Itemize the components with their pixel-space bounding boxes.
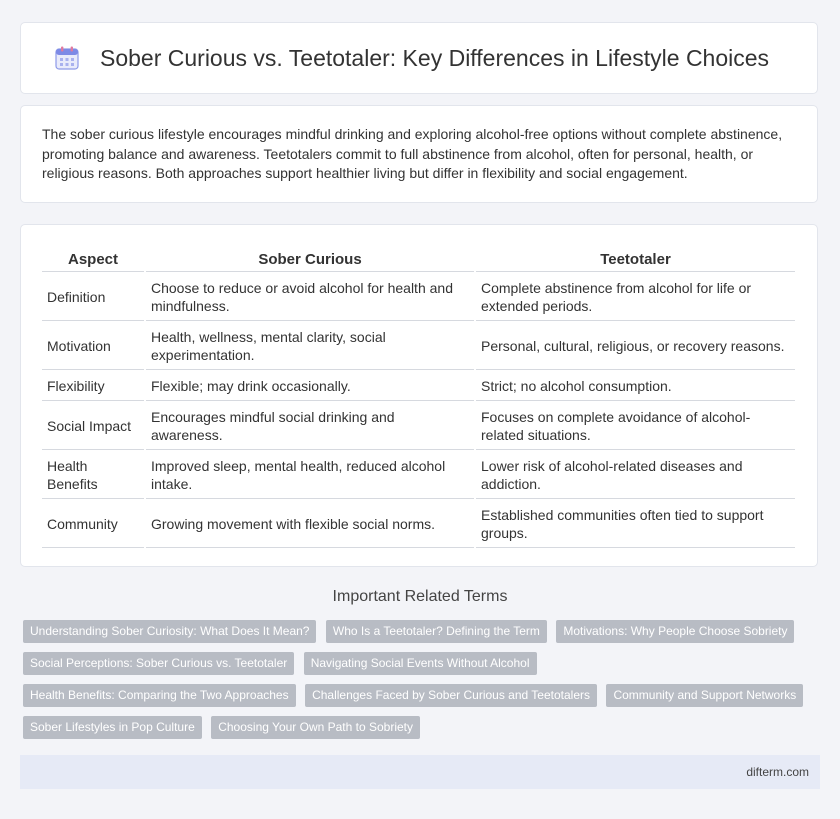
cell-sober-curious: Health, wellness, mental clarity, social experimentation. bbox=[146, 321, 474, 370]
cell-sober-curious: Flexible; may drink occasionally. bbox=[146, 370, 474, 401]
cell-aspect: Social Impact bbox=[42, 401, 144, 450]
page-title: Sober Curious vs. Teetotaler: Key Differences in Lifestyle Choices bbox=[100, 44, 770, 71]
table-row bbox=[42, 370, 795, 401]
cell-sober-curious: Improved sleep, mental health, reduced alcohol intake. bbox=[146, 450, 474, 499]
related-term-link[interactable]: Navigating Social Events Without Alcohol bbox=[304, 652, 537, 675]
table-row bbox=[42, 499, 795, 548]
cell-sober-curious: Choose to reduce or avoid alcohol for health and mindfulness. bbox=[146, 272, 474, 321]
header-teetotaler: Teetotaler bbox=[476, 243, 795, 272]
related-term-link[interactable]: Motivations: Why People Choose Sobriety bbox=[556, 620, 794, 643]
related-term-link[interactable]: Sober Lifestyles in Pop Culture bbox=[23, 716, 202, 739]
table-row bbox=[42, 401, 795, 450]
related-term-link[interactable]: Health Benefits: Comparing the Two Approaches bbox=[23, 684, 296, 707]
header-aspect: Aspect bbox=[42, 243, 144, 272]
related-term-link[interactable]: Community and Support Networks bbox=[606, 684, 803, 707]
comparison-table bbox=[40, 243, 797, 548]
table-header-row bbox=[42, 243, 795, 272]
cell-sober-curious: Encourages mindful social drinking and awareness. bbox=[146, 401, 474, 450]
cell-teetotaler: Strict; no alcohol consumption. bbox=[476, 370, 795, 401]
cell-teetotaler: Personal, cultural, religious, or recovery reasons. bbox=[476, 321, 795, 370]
table-row bbox=[42, 450, 795, 499]
footer-site-link[interactable]: difterm.com bbox=[746, 765, 809, 779]
cell-aspect: Definition bbox=[42, 272, 144, 321]
calendar-icon bbox=[54, 45, 80, 71]
cell-aspect: Motivation bbox=[42, 321, 144, 370]
related-terms-list bbox=[23, 620, 823, 748]
related-term-link[interactable]: Social Perceptions: Sober Curious vs. Teetotaler bbox=[23, 652, 294, 675]
table-row bbox=[42, 272, 795, 321]
related-terms-title: Important Related Terms bbox=[332, 588, 508, 605]
header-sober-curious: Sober Curious bbox=[146, 243, 474, 272]
related-term-link[interactable]: Challenges Faced by Sober Curious and Teetotalers bbox=[305, 684, 597, 707]
cell-teetotaler: Lower risk of alcohol-related diseases and addiction. bbox=[476, 450, 795, 499]
related-term-link[interactable]: Choosing Your Own Path to Sobriety bbox=[211, 716, 420, 739]
cell-teetotaler: Established communities often tied to support groups. bbox=[476, 499, 795, 548]
cell-aspect: Flexibility bbox=[42, 370, 144, 401]
intro-card bbox=[20, 105, 818, 203]
title-card bbox=[20, 22, 818, 94]
cell-teetotaler: Complete abstinence from alcohol for life or extended periods. bbox=[476, 272, 795, 321]
cell-aspect: Health Benefits bbox=[42, 450, 144, 499]
cell-aspect: Community bbox=[42, 499, 144, 548]
table-row bbox=[42, 321, 795, 370]
footer bbox=[20, 755, 820, 789]
cell-teetotaler: Focuses on complete avoidance of alcohol-related situations. bbox=[476, 401, 795, 450]
comparison-card bbox=[20, 224, 818, 567]
related-term-link[interactable]: Who Is a Teetotaler? Defining the Term bbox=[326, 620, 547, 643]
intro-text: The sober curious lifestyle encourages mindful drinking and exploring alcohol-free options without complete abstinence, promoting balance and awareness. Teetotalers commit to full abstinence from alcohol, often for personal, health, or religious reasons. Both approaches support healthier living but differ in flexibility and social engagement. bbox=[42, 126, 783, 181]
cell-sober-curious: Growing movement with flexible social norms. bbox=[146, 499, 474, 548]
related-term-link[interactable]: Understanding Sober Curiosity: What Does It Mean? bbox=[23, 620, 316, 643]
